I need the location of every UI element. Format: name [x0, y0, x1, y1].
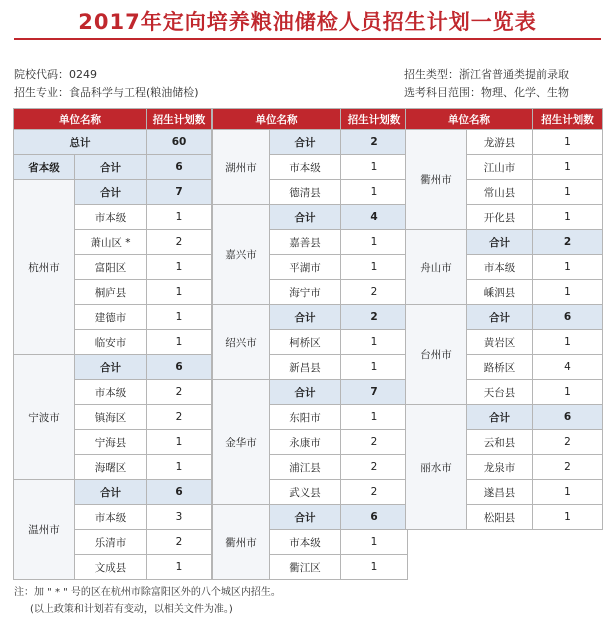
plan-count: 1 — [341, 155, 408, 180]
city-name: 丽水市 — [406, 405, 467, 530]
plan-count: 1 — [147, 305, 212, 330]
subtotal-value: 6 — [533, 405, 603, 430]
province-subtotal-label: 合计 — [75, 155, 147, 180]
plan-count: 1 — [533, 255, 603, 280]
subtotal-label: 合计 — [467, 405, 533, 430]
plan-table-3 — [405, 108, 603, 530]
district-name: 平湖市 — [270, 255, 341, 280]
table-row — [14, 355, 212, 380]
plan-table-2 — [212, 108, 408, 580]
city-name: 衢州市 — [406, 130, 467, 230]
plan-count: 1 — [533, 330, 603, 355]
plan-count: 1 — [341, 530, 408, 555]
subtotal-value: 6 — [147, 355, 212, 380]
district-name: 东阳市 — [270, 405, 341, 430]
district-name: 建德市 — [75, 305, 147, 330]
table-row — [406, 405, 603, 430]
plan-count: 1 — [147, 330, 212, 355]
subtotal-label: 合计 — [467, 230, 533, 255]
subtotal-label: 合计 — [270, 205, 341, 230]
district-name: 嵊泗县 — [467, 280, 533, 305]
plan-count: 2 — [147, 530, 212, 555]
plan-count: 2 — [341, 280, 408, 305]
plan-count: 1 — [341, 255, 408, 280]
district-name: 柯桥区 — [270, 330, 341, 355]
school-code: 院校代码：0249 — [14, 68, 97, 81]
district-name: 永康市 — [270, 430, 341, 455]
district-name: 萧山区 * — [75, 230, 147, 255]
subtotal-value: 2 — [533, 230, 603, 255]
table-row — [406, 130, 603, 155]
plan-count: 1 — [147, 555, 212, 580]
district-name: 天台县 — [467, 380, 533, 405]
subtotal-label: 合计 — [270, 505, 341, 530]
district-name: 海宁市 — [270, 280, 341, 305]
subject-range: 选考科目范围：物理、化学、生物 — [404, 86, 569, 99]
plan-count: 2 — [341, 455, 408, 480]
unit-header: 单位名称 — [213, 109, 341, 130]
province-subtotal-value: 6 — [147, 155, 212, 180]
district-name: 松阳县 — [467, 505, 533, 530]
plan-count: 3 — [147, 505, 212, 530]
plan-header: 招生计划数 — [533, 109, 603, 130]
title-divider — [14, 38, 601, 40]
subtotal-value: 6 — [533, 305, 603, 330]
plan-count: 1 — [341, 230, 408, 255]
city-name: 绍兴市 — [213, 305, 270, 380]
plan-count: 1 — [147, 455, 212, 480]
district-name: 市本级 — [270, 155, 341, 180]
subtotal-value: 2 — [341, 305, 408, 330]
subtotal-label: 合计 — [75, 355, 147, 380]
plan-count: 1 — [533, 380, 603, 405]
table-row — [213, 130, 408, 155]
subtotal-label: 合计 — [467, 305, 533, 330]
plan-count: 1 — [147, 280, 212, 305]
plan-count: 2 — [341, 430, 408, 455]
plan-count: 1 — [147, 430, 212, 455]
district-name: 市本级 — [75, 205, 147, 230]
plan-table-1 — [13, 108, 212, 580]
district-name: 路桥区 — [467, 355, 533, 380]
plan-count: 1 — [341, 180, 408, 205]
plan-count: 1 — [533, 205, 603, 230]
table-row — [213, 305, 408, 330]
district-name: 常山县 — [467, 180, 533, 205]
district-name: 浦江县 — [270, 455, 341, 480]
district-name: 市本级 — [467, 255, 533, 280]
plan-count: 1 — [341, 355, 408, 380]
plan-count: 1 — [533, 505, 603, 530]
plan-count: 1 — [341, 330, 408, 355]
district-name: 临安市 — [75, 330, 147, 355]
plan-count: 1 — [147, 255, 212, 280]
district-name: 龙游县 — [467, 130, 533, 155]
city-name: 温州市 — [14, 480, 75, 580]
subtotal-label: 合计 — [270, 305, 341, 330]
district-name: 武义县 — [270, 480, 341, 505]
table-row — [406, 230, 603, 255]
subtotal-value: 6 — [341, 505, 408, 530]
plan-count: 1 — [533, 155, 603, 180]
page-title: 2017年定向培养粮油储检人员招生计划一览表 — [78, 10, 537, 34]
subtotal-value: 7 — [147, 180, 212, 205]
city-name: 嘉兴市 — [213, 205, 270, 305]
disclaimer: (以上政策和计划若有变动，以相关文件为准。) — [30, 604, 233, 615]
city-name: 衢州市 — [213, 505, 270, 580]
plan-count: 2 — [341, 480, 408, 505]
district-name: 衢江区 — [270, 555, 341, 580]
plan-count: 2 — [147, 230, 212, 255]
plan-count: 1 — [147, 205, 212, 230]
subtotal-value: 6 — [147, 480, 212, 505]
district-name: 遂昌县 — [467, 480, 533, 505]
province-label: 省本级 — [14, 155, 75, 180]
plan-header: 招生计划数 — [147, 109, 212, 130]
plan-count: 1 — [341, 555, 408, 580]
district-name: 富阳区 — [75, 255, 147, 280]
district-name: 镇海区 — [75, 405, 147, 430]
admission-category: 招生类型：浙江省普通类提前录取 — [404, 68, 569, 81]
district-name: 龙泉市 — [467, 455, 533, 480]
table-row — [213, 505, 408, 530]
table-row — [14, 180, 212, 205]
subtotal-value: 4 — [341, 205, 408, 230]
plan-count: 1 — [533, 180, 603, 205]
city-name: 金华市 — [213, 380, 270, 505]
subtotal-label: 合计 — [270, 380, 341, 405]
major: 招生专业：食品科学与工程(粮油储检) — [14, 86, 199, 99]
plan-count: 2 — [533, 455, 603, 480]
subtotal-value: 7 — [341, 380, 408, 405]
city-name: 湖州市 — [213, 130, 270, 205]
plan-count: 1 — [341, 405, 408, 430]
table-row — [213, 380, 408, 405]
district-name: 海曙区 — [75, 455, 147, 480]
plan-count: 4 — [533, 355, 603, 380]
unit-header: 单位名称 — [406, 109, 533, 130]
table-row — [14, 480, 212, 505]
table-row — [406, 305, 603, 330]
plan-count: 2 — [147, 405, 212, 430]
district-name: 桐庐县 — [75, 280, 147, 305]
district-name: 云和县 — [467, 430, 533, 455]
district-name: 嘉善县 — [270, 230, 341, 255]
city-name: 台州市 — [406, 305, 467, 405]
plan-header: 招生计划数 — [341, 109, 408, 130]
district-name: 德清县 — [270, 180, 341, 205]
footnote: 注：加 " * " 号的区在杭州市除富阳区外的八个城区内招生。 — [14, 587, 281, 598]
subtotal-label: 合计 — [270, 130, 341, 155]
district-name: 宁海县 — [75, 430, 147, 455]
district-name: 市本级 — [75, 380, 147, 405]
district-name: 新昌县 — [270, 355, 341, 380]
district-name: 江山市 — [467, 155, 533, 180]
total-label: 总计 — [14, 130, 147, 155]
city-name: 舟山市 — [406, 230, 467, 305]
plan-count: 1 — [533, 280, 603, 305]
plan-count: 2 — [533, 430, 603, 455]
district-name: 乐清市 — [75, 530, 147, 555]
district-name: 市本级 — [270, 530, 341, 555]
plan-count: 1 — [533, 480, 603, 505]
plan-count: 2 — [147, 380, 212, 405]
unit-header: 单位名称 — [14, 109, 147, 130]
plan-count: 1 — [533, 130, 603, 155]
district-name: 开化县 — [467, 205, 533, 230]
subtotal-label: 合计 — [75, 480, 147, 505]
city-name: 杭州市 — [14, 180, 75, 355]
city-name: 宁波市 — [14, 355, 75, 480]
table-row — [213, 205, 408, 230]
subtotal-label: 合计 — [75, 180, 147, 205]
subtotal-value: 2 — [341, 130, 408, 155]
total-value: 60 — [147, 130, 212, 155]
district-name: 黄岩区 — [467, 330, 533, 355]
district-name: 市本级 — [75, 505, 147, 530]
district-name: 文成县 — [75, 555, 147, 580]
